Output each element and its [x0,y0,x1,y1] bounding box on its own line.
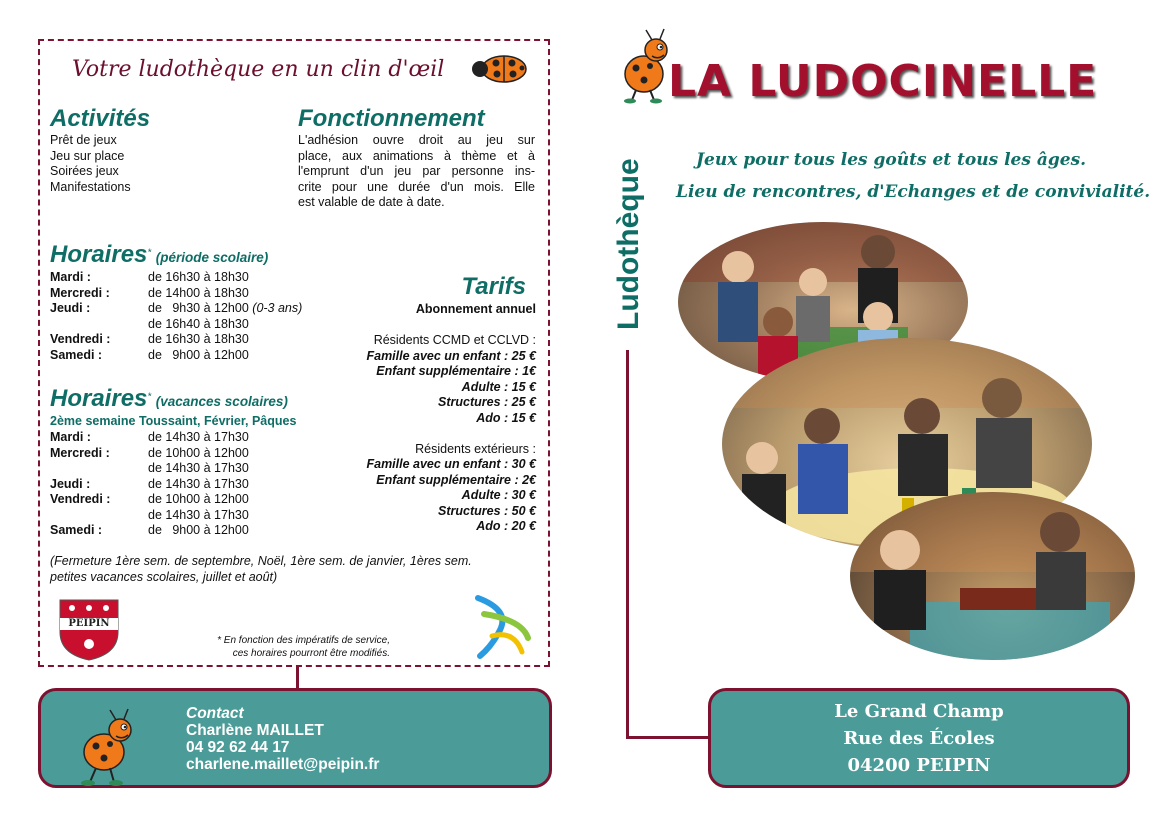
tarif-item: Adulte : 15 € [461,379,536,394]
activites-title: Activités [50,105,151,132]
footnote: * En fonction des impératifs de service, ces horaires pourront être modifiés. [217,635,390,659]
tarif-item: Enfant supplémentaire : 1€ [376,364,536,378]
tarif-item: Structures : 25 € [438,395,536,409]
coat-of-arms-icon [58,598,120,662]
connector-line [296,667,299,689]
coat-of-arms-label: PEIPIN [68,618,110,629]
fonctionnement-text: L'adhésion ouvre droit au jeu sur place, aux animations à thème et à l'emprunt d'un jeu par personne ins- crite pour une durée d'un mois. Elle est valable de date à date. [298,133,535,209]
tarifs-subtitle: Abonnement annuel [415,302,536,316]
ladybug-mascot-icon [74,708,142,788]
list-item: Jeu sur place [50,148,125,163]
address-line: Rue des Écoles [843,728,995,749]
slogan-1: Jeux pour tous les goûts et tous les âges. [696,150,1087,170]
vertical-label: Ludothèque [612,158,645,330]
tarifs-group2: Résidents extérieurs : [415,441,536,456]
contact-phone[interactable]: 04 92 62 44 17 [186,739,290,756]
activites-list [50,133,131,195]
horaires-scolaire-heading: Horaires* (période scolaire) [50,241,269,268]
list-item: Prêt de jeux [50,133,117,147]
tarif-item: Structures : 50 € [438,503,536,518]
list-item: Soirées jeux [50,164,119,178]
brand-title: LA LUDOCINELLE [668,56,1098,107]
contact-email[interactable]: charlene.maillet@peipin.fr [186,756,380,773]
contact-name: Charlène MAILLET [186,722,324,739]
tarifs-title: Tarifs [461,273,526,300]
address-line: 04200 PEIPIN [847,755,991,776]
tarif-item: Famille avec un enfant : 30 € [366,457,536,471]
community-logo-icon [470,590,536,660]
connector-line [626,350,629,738]
list-item: Manifestations [50,179,131,194]
tarif-item: Ado : 20 € [476,519,536,533]
connector-line [626,736,710,739]
tarif-item: Adulte : 30 € [461,488,536,502]
contact-details [186,705,379,773]
tarif-item: Ado : 15 € [476,410,536,425]
slogan-2: Lieu de rencontres, d'Echanges et de convivialité. [676,182,1151,202]
tarif-item: Famille avec un enfant : 25 € [366,348,536,363]
fermeture-note: (Fermeture 1ère sem. de septembre, Noël, 1ère sem. de janvier, 1ères sem. petites vacances scolaires, juillet et août) [50,554,472,584]
address [708,698,1130,779]
left-tagline: Votre ludothèque en un clin d'œil [72,57,445,82]
tarifs-block [340,274,536,536]
contact-title: Contact [186,705,244,722]
horaires-vacances-subheading: 2ème semaine Toussaint, Février, Pâques [50,414,297,428]
address-line: Le Grand Champ [834,701,1004,722]
tarifs-group1: Résidents CCMD et CCLVD : [373,333,536,347]
ladybug-icon [470,52,530,84]
horaires-vacances-heading: Horaires* (vacances scolaires) [50,385,288,412]
fonctionnement-title: Fonctionnement [298,105,485,132]
photo-boardgame [850,492,1135,660]
ladybug-mascot-icon [618,28,674,104]
tarif-item: Enfant supplémentaire : 2€ [376,472,536,487]
